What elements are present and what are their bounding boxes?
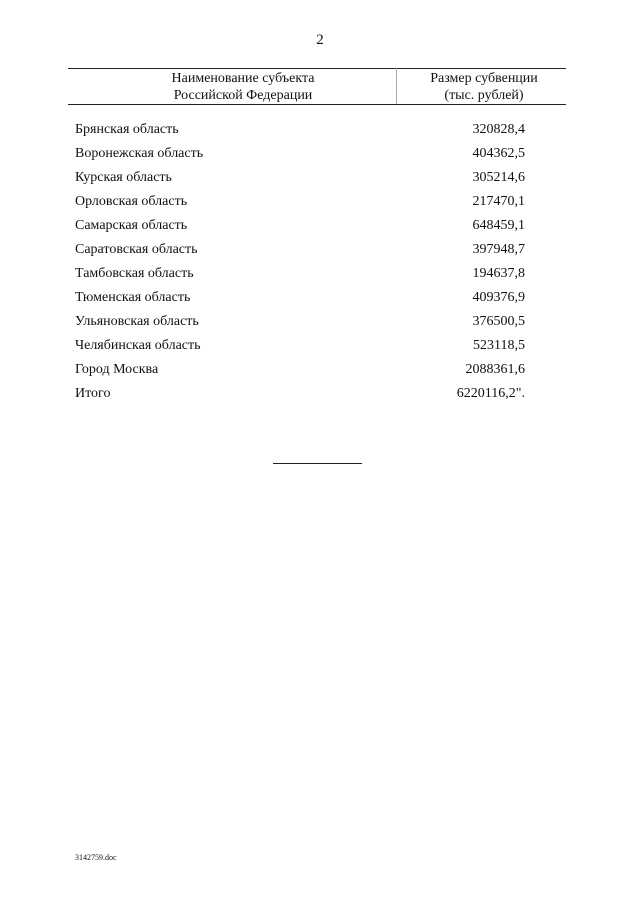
row-subject-name: Челябинская область [75,338,201,353]
row-subsidy-value: 2088361,6 [465,362,525,377]
row-subsidy-value: 404362,5 [472,146,525,161]
table-row [75,142,525,166]
table-row [75,118,525,142]
row-subsidy-value: 194637,8 [472,266,525,281]
row-subsidy-value: 397948,7 [472,242,525,257]
header-column-separator [396,68,397,104]
table-top-rule [68,68,566,69]
row-subject-name: Курская область [75,170,172,185]
table-row [75,166,525,190]
row-subject-name: Тюменская область [75,290,191,305]
table-header-bottom-rule [68,104,566,105]
row-subsidy-value: 305214,6 [472,170,525,185]
row-subsidy-value: 523118,5 [473,338,525,353]
header-subject-name [118,70,368,104]
table-row [75,238,525,262]
row-subject-name: Брянская область [75,122,179,137]
header-subsidy-amount [402,70,566,104]
header-subject-name-line1: Наименование субъекта [171,71,315,86]
table-body [75,118,525,406]
row-subsidy-value: 320828,4 [472,122,525,137]
row-subject-name: Воронежская область [75,146,204,161]
table-row [75,334,525,358]
row-subsidy-value: 409376,9 [472,290,525,305]
row-total-value: 6220116,2". [456,386,525,401]
row-subsidy-value: 648459,1 [472,218,525,233]
row-subject-name: Город Москва [75,362,159,377]
page-number: 2 [316,32,324,48]
document-file-id: 3142759.doc [75,853,117,862]
header-subject-name-line2: Российской Федерации [173,88,313,103]
table-row [75,262,525,286]
closing-separator-line [273,463,362,464]
table-row [75,358,525,382]
row-subject-name: Самарская область [75,218,188,233]
table-row [75,214,525,238]
row-subject-name: Тамбовская область [75,266,194,281]
table-row [75,310,525,334]
table-row [75,286,525,310]
row-subject-name: Саратовская область [75,242,198,257]
row-subject-name: Ульяновская область [75,314,199,329]
table-row [75,190,525,214]
table-row-total [75,382,525,406]
row-subsidy-value: 217470,1 [472,194,525,209]
header-subsidy-amount-line2: (тыс. рублей) [444,88,524,103]
row-subject-name: Орловская область [75,194,188,209]
row-total-label: Итого [75,386,111,401]
header-subsidy-amount-line1: Размер субвенции [430,71,538,86]
row-subsidy-value: 376500,5 [472,314,525,329]
